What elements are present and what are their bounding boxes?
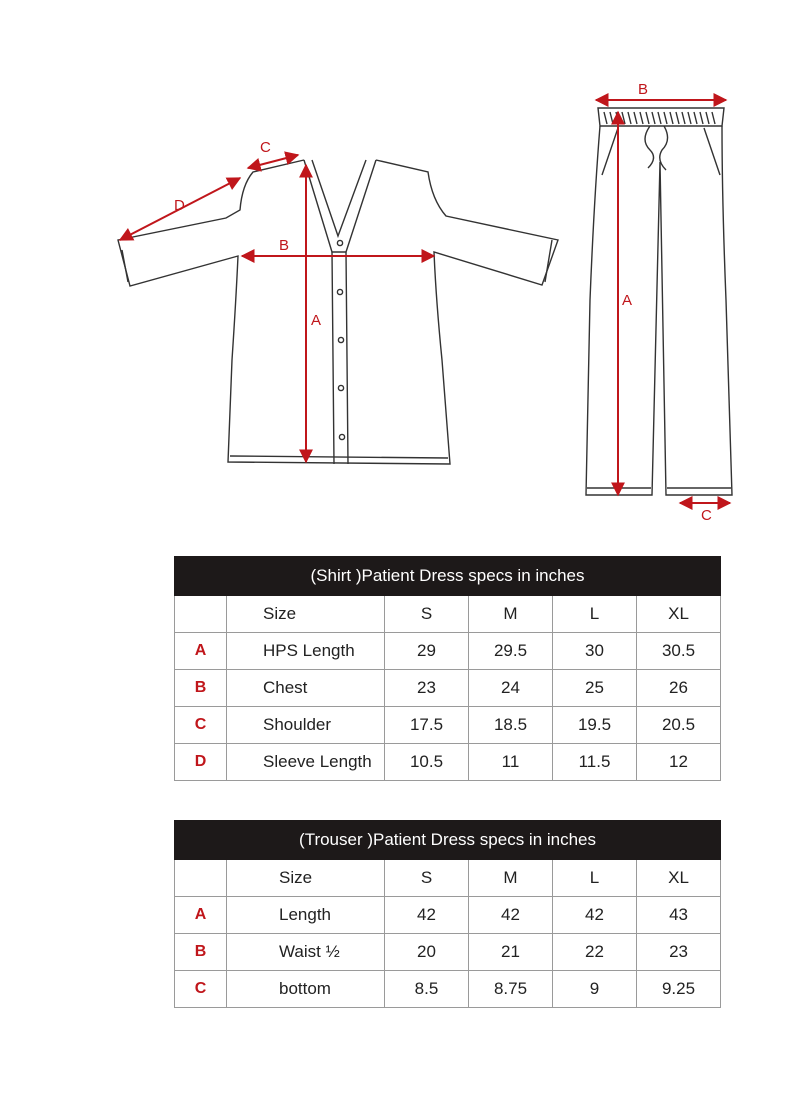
row-key: A bbox=[175, 633, 227, 670]
cell: 24 bbox=[469, 670, 553, 707]
cell: 21 bbox=[469, 934, 553, 971]
table-row bbox=[175, 897, 721, 934]
garment-diagram bbox=[0, 0, 800, 540]
cell: 11 bbox=[469, 744, 553, 781]
shirt-label-b: B bbox=[279, 237, 290, 254]
cell: 20.5 bbox=[637, 707, 721, 744]
cell: 8.5 bbox=[385, 971, 469, 1008]
cell: 26 bbox=[637, 670, 721, 707]
cell: 25 bbox=[553, 670, 637, 707]
cell: 18.5 bbox=[469, 707, 553, 744]
size-xl: XL bbox=[637, 860, 721, 897]
cell: 23 bbox=[385, 670, 469, 707]
button-2 bbox=[337, 289, 342, 294]
cell: 19.5 bbox=[553, 707, 637, 744]
row-key: B bbox=[175, 670, 227, 707]
cell: 8.75 bbox=[469, 971, 553, 1008]
button-4 bbox=[338, 385, 343, 390]
trouser-spec-table bbox=[174, 820, 721, 1008]
cell: 20 bbox=[385, 934, 469, 971]
table-header-row bbox=[175, 860, 721, 897]
cell: 11.5 bbox=[553, 744, 637, 781]
trouser-label-c: C bbox=[701, 507, 712, 524]
trouser-label-a: A bbox=[622, 292, 633, 309]
shirt-label-d: D bbox=[174, 197, 185, 214]
table-row bbox=[175, 670, 721, 707]
size-s: S bbox=[385, 596, 469, 633]
cell: 23 bbox=[637, 934, 721, 971]
row-key: D bbox=[175, 744, 227, 781]
row-name: Chest bbox=[227, 670, 385, 707]
size-m: M bbox=[469, 860, 553, 897]
cell: 10.5 bbox=[385, 744, 469, 781]
cell: 9.25 bbox=[637, 971, 721, 1008]
cell: 29.5 bbox=[469, 633, 553, 670]
shirt-measure-c bbox=[248, 155, 298, 168]
button-3 bbox=[338, 337, 343, 342]
trouser-legs bbox=[586, 126, 732, 495]
cell: 43 bbox=[637, 897, 721, 934]
size-l: L bbox=[553, 860, 637, 897]
table-header-row bbox=[175, 596, 721, 633]
shirt-label-a: A bbox=[311, 312, 322, 329]
table-row bbox=[175, 971, 721, 1008]
row-name: Sleeve Length bbox=[227, 744, 385, 781]
row-key: C bbox=[175, 707, 227, 744]
table-row bbox=[175, 707, 721, 744]
shirt-collar bbox=[304, 160, 376, 252]
cell: 9 bbox=[553, 971, 637, 1008]
row-name: bottom bbox=[227, 971, 385, 1008]
shirt-spec-table bbox=[174, 556, 721, 781]
size-label: Size bbox=[227, 860, 385, 897]
table-row bbox=[175, 633, 721, 670]
cell: 42 bbox=[469, 897, 553, 934]
shirt-placket bbox=[332, 252, 348, 464]
cell: 42 bbox=[385, 897, 469, 934]
size-m: M bbox=[469, 596, 553, 633]
size-l: L bbox=[553, 596, 637, 633]
cell: 22 bbox=[553, 934, 637, 971]
cell: 17.5 bbox=[385, 707, 469, 744]
trouser-drawing bbox=[586, 108, 732, 495]
cell: 12 bbox=[637, 744, 721, 781]
shirt-table-title: (Shirt )Patient Dress specs in inches bbox=[175, 557, 721, 596]
table-row bbox=[175, 934, 721, 971]
row-name: Waist ½ bbox=[227, 934, 385, 971]
cell: 30 bbox=[553, 633, 637, 670]
trouser-label-b: B bbox=[638, 81, 649, 98]
trouser-table-title: (Trouser )Patient Dress specs in inches bbox=[175, 821, 721, 860]
size-xl: XL bbox=[637, 596, 721, 633]
row-key: B bbox=[175, 934, 227, 971]
cell: 30.5 bbox=[637, 633, 721, 670]
cell: 29 bbox=[385, 633, 469, 670]
button-1 bbox=[337, 240, 342, 245]
row-name: Length bbox=[227, 897, 385, 934]
row-name: Shoulder bbox=[227, 707, 385, 744]
trouser-drawstring bbox=[645, 126, 668, 170]
button-5 bbox=[339, 434, 344, 439]
size-s: S bbox=[385, 860, 469, 897]
size-label: Size bbox=[227, 596, 385, 633]
cell: 42 bbox=[553, 897, 637, 934]
shirt-label-c: C bbox=[260, 139, 271, 156]
row-name: HPS Length bbox=[227, 633, 385, 670]
row-key: C bbox=[175, 971, 227, 1008]
row-key: A bbox=[175, 897, 227, 934]
table-row bbox=[175, 744, 721, 781]
